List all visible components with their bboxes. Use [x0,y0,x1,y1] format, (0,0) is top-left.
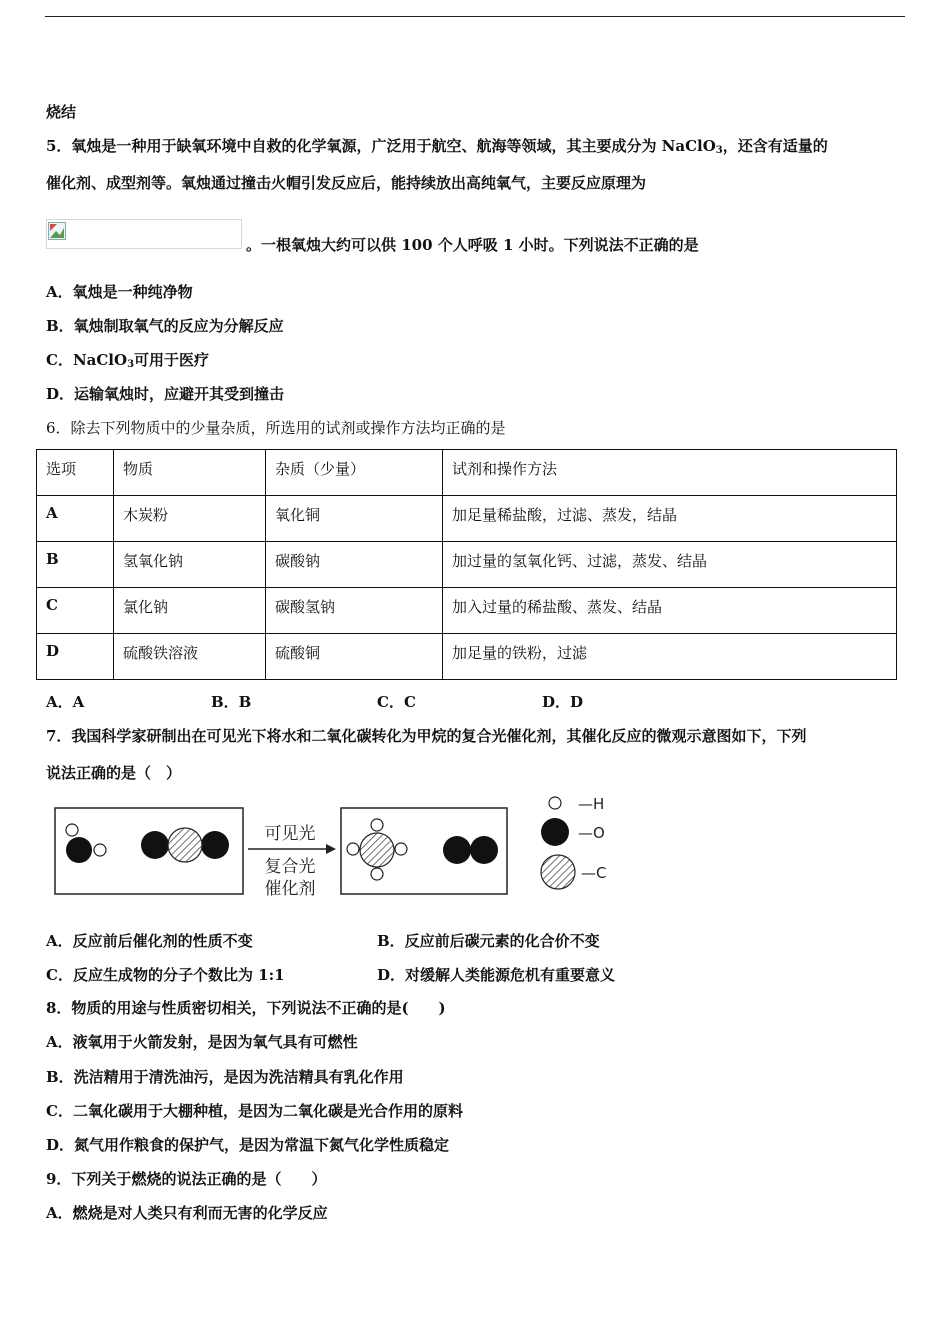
q6-table [36,449,897,680]
hydrogen-atom-icon [549,797,561,809]
table-cell: D [37,634,114,680]
carbon-dioxide-molecule [141,828,229,862]
q5-stem-line3: 。一根氧烛大约可以供 100 个人呼吸 1 小时。下列说法不正确的是 [246,236,699,254]
q7-option-b[interactable]: B．反应前后碳元素的化合价不变 [377,932,600,950]
table-header-cell: 试剂和操作方法 [443,450,897,496]
q5-option-a[interactable]: A．氧烛是一种纯净物 [46,283,193,301]
table-row [37,588,897,634]
carbon-atom-icon [541,855,575,889]
table-cell: 碳酸钠 [266,542,443,588]
legend-label-c: —C [581,864,607,882]
q6-option-d[interactable]: D．D [542,693,584,711]
q5-stem-line1: 5．氧烛是一种用于缺氧环境中自救的化学氧源，广泛用于航空、航海等领域，其主要成分为 NaClO$_3$，还含有适量的 [46,137,828,156]
table-cell: B [37,542,114,588]
fragment-text: 烧结 [46,103,77,121]
q8-option-b[interactable]: B．洗洁精用于清洗油污，是因为洗洁精具有乳化作用 [46,1068,404,1086]
table-cell: 加足量的铁粉，过滤 [443,634,897,680]
table-header-row [37,450,897,496]
table-cell: 加过量的氢氧化钙、过滤，蒸发、结晶 [443,542,897,588]
header-rule [45,16,905,17]
q7-stem-line2: 说法正确的是（ ） [46,764,182,782]
oxygen-atom-icon [541,818,569,846]
q9-option-a[interactable]: A．燃烧是对人类只有利而无害的化学反应 [46,1204,328,1222]
q8-stem: 8．物质的用途与性质密切相关，下列说法不正确的是( ) [46,999,446,1017]
table-row [37,542,897,588]
broken-image-icon [48,222,66,240]
table-cell: 氧化铜 [266,496,443,542]
q8-option-c[interactable]: C．二氧化碳用于大棚种植，是因为二氧化碳是光合作用的原料 [46,1102,463,1120]
q5-option-b[interactable]: B．氧烛制取氧气的反应为分解反应 [46,317,284,335]
table-cell: 硫酸铁溶液 [114,634,266,680]
arrow-condition-bottom-2: 催化剂 [264,879,316,899]
arrow-condition-bottom-1: 复合光 [264,857,316,877]
table-row [37,496,897,542]
table-cell: 加足量稀盐酸，过滤、蒸发，结晶 [443,496,897,542]
q5-option-c[interactable]: C．NaClO$_3$可用于医疗 [46,351,210,370]
table-header-cell: 杂质（少量） [266,450,443,496]
table-cell: 碳酸氢钠 [266,588,443,634]
q7-option-d[interactable]: D．对缓解人类能源危机有重要意义 [377,966,616,984]
arrow-condition-top: 可见光 [264,824,316,844]
table-cell: C [37,588,114,634]
q6-option-b[interactable]: B．B [211,693,252,711]
table-cell: 加入过量的稀盐酸、蒸发、结晶 [443,588,897,634]
legend-label-o: —O [578,824,605,842]
methane-molecule [347,819,407,880]
table-cell: 氯化钠 [114,588,266,634]
table-header-cell: 物质 [114,450,266,496]
reaction-arrow [248,824,336,899]
table-cell: 氢氧化钠 [114,542,266,588]
q7-option-a[interactable]: A．反应前后催化剂的性质不变 [46,932,253,950]
table-cell: 木炭粉 [114,496,266,542]
table-row [37,634,897,680]
reaction-micro-diagram [50,792,620,902]
water-molecule [66,824,106,863]
q9-stem: 9．下列关于燃烧的说法正确的是（ ） [46,1170,327,1188]
table-cell: A [37,496,114,542]
table-cell: 硫酸铜 [266,634,443,680]
q7-option-c[interactable]: C．反应生成物的分子个数比为 1:1 [46,966,285,984]
q6-stem: 6．除去下列物质中的少量杂质，所选用的试剂或操作方法均正确的是 [46,419,506,437]
q8-option-d[interactable]: D．氮气用作粮食的保护气，是因为常温下氮气化学性质稳定 [46,1136,450,1154]
q5-option-d[interactable]: D．运输氧烛时，应避开其受到撞击 [46,385,285,403]
reaction-equation-image [46,219,242,249]
q6-option-a[interactable]: A．A [46,693,85,711]
legend-label-h: —H [578,795,605,813]
q5-stem-line2: 催化剂、成型剂等。氧烛通过撞击火帽引发反应后，能持续放出高纯氧气，主要反应原理为 [46,174,647,192]
q6-option-c[interactable]: C．C [377,693,416,711]
q7-stem-line1: 7．我国科学家研制出在可见光下将水和二氧化碳转化为甲烷的复合光催化剂，其催化反应的微观示意图如下，下列 [46,727,807,745]
oxygen-molecule [443,836,498,864]
q8-option-a[interactable]: A．液氧用于火箭发射，是因为氧气具有可燃性 [46,1033,358,1051]
diagram-legend [541,795,606,889]
table-header-cell: 选项 [37,450,114,496]
